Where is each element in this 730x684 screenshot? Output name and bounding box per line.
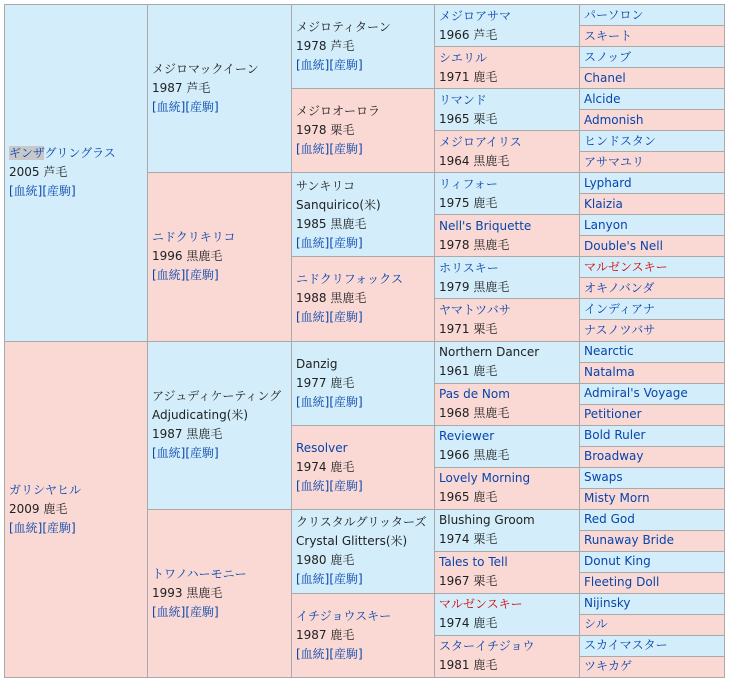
g5-cell-32 — [580, 656, 725, 677]
g5-cell-12 — [580, 236, 725, 257]
g3-name[interactable]: ニドクリフォックス — [296, 272, 404, 287]
g4-name[interactable]: Pas de Nom — [439, 387, 510, 402]
g4-year-coat: 1965 栗毛 — [439, 111, 498, 126]
g3-links[interactable]: [血統][産駒] — [296, 142, 363, 157]
g5-name[interactable]: パーソロン — [584, 7, 644, 22]
g3-cell-4 — [292, 257, 435, 341]
g5-name[interactable]: ツキカゲ — [584, 659, 633, 674]
g5-name[interactable]: Bold Ruler — [584, 428, 646, 443]
dam-main-year-coat: 2009 鹿毛 — [9, 501, 68, 516]
g3-year-coat: 1974 鹿毛 — [296, 459, 355, 474]
subject-links[interactable]: [血統][産駒] — [9, 184, 76, 199]
g3-name[interactable]: メジロオーロラ — [296, 104, 381, 119]
subject-name-highlight[interactable]: ギンザ — [9, 146, 45, 161]
g5-name[interactable]: Double's Nell — [584, 238, 663, 253]
damsire-sub-name: Adjudicating(米) — [152, 408, 249, 423]
g5-name[interactable]: スキート — [584, 28, 633, 43]
g5-name[interactable]: Broadway — [584, 449, 644, 464]
subject-cell — [5, 5, 148, 342]
sire-name[interactable]: メジロマックイーン — [152, 62, 259, 77]
damdam-links[interactable]: [血統][産駒] — [152, 604, 219, 619]
subject-name[interactable]: グリングラス — [44, 146, 116, 161]
g4-name[interactable]: Lovely Morning — [439, 471, 531, 486]
g4-year-coat: 1966 黒鹿毛 — [439, 448, 510, 463]
g3-year-coat: 1978 栗毛 — [296, 123, 355, 138]
g3-cell-8 — [292, 593, 435, 677]
g3-sub-name: Sanquirico(米) — [296, 197, 381, 212]
g3-links[interactable]: [血統][産駒] — [296, 478, 363, 493]
sire-links[interactable]: [血統][産駒] — [152, 100, 219, 115]
g5-name[interactable]: Natalma — [584, 365, 635, 380]
g4-year-coat: 1975 鹿毛 — [439, 195, 498, 210]
g5-name[interactable]: Misty Morn — [584, 491, 650, 506]
subject-year-coat: 2005 芦毛 — [9, 165, 68, 180]
g3-cell-6 — [292, 425, 435, 509]
g3-name[interactable]: クリスタルグリッターズ — [296, 515, 427, 530]
sire-year-coat: 1987 芦毛 — [152, 81, 211, 96]
g4-name[interactable]: マルゼンスキー — [439, 597, 523, 612]
g3-year-coat: 1987 鹿毛 — [296, 627, 355, 642]
dam-main-links[interactable]: [血統][産駒] — [9, 520, 76, 535]
g4-year-coat: 1981 鹿毛 — [439, 658, 498, 673]
g5-name[interactable]: ナスノツバサ — [584, 322, 656, 337]
g4-cell-9 — [435, 341, 580, 383]
g4-name[interactable]: スターイチジョウ — [439, 639, 535, 654]
g3-cell-2 — [292, 89, 435, 173]
g3-links[interactable]: [血統][産駒] — [296, 58, 363, 73]
g5-cell-4 — [580, 68, 725, 89]
g3-year-coat: 1977 鹿毛 — [296, 375, 355, 390]
damsire-year-coat: 1987 黒鹿毛 — [152, 427, 223, 442]
g5-name[interactable]: Petitioner — [584, 407, 642, 422]
g5-name[interactable]: Admiral's Voyage — [584, 386, 688, 401]
g5-cell-29 — [580, 593, 725, 614]
g4-cell-14 — [435, 551, 580, 593]
g5-cell-10 — [580, 194, 725, 215]
g4-name[interactable]: Tales to Tell — [439, 555, 508, 570]
g3-cell-3 — [292, 173, 435, 257]
sire-cell — [148, 5, 292, 173]
g4-year-coat: 1964 黒鹿毛 — [439, 153, 510, 168]
g5-cell-26 — [580, 530, 725, 551]
g5-cell-1 — [580, 5, 725, 26]
g5-name[interactable]: Nijinsky — [584, 596, 631, 611]
g4-name[interactable]: シエリル — [439, 50, 488, 65]
g4-name[interactable]: メジロアイリス — [439, 134, 522, 149]
g4-cell-6 — [435, 215, 580, 257]
g4-year-coat: 1967 栗毛 — [439, 574, 498, 589]
g4-cell-13 — [435, 509, 580, 551]
g5-cell-18 — [580, 362, 725, 383]
dam-main-cell — [5, 341, 148, 678]
g5-cell-3 — [580, 47, 725, 68]
g5-cell-9 — [580, 173, 725, 194]
g3-cell-5 — [292, 341, 435, 425]
g4-cell-16 — [435, 635, 580, 677]
g5-cell-16 — [580, 320, 725, 341]
g4-year-coat: 1961 鹿毛 — [439, 364, 498, 379]
pedigree-table — [4, 4, 725, 678]
g5-cell-2 — [580, 26, 725, 47]
g5-cell-21 — [580, 425, 725, 446]
g5-cell-30 — [580, 614, 725, 635]
g3-links[interactable]: [血統][産駒] — [296, 572, 363, 587]
g4-cell-15 — [435, 593, 580, 635]
g5-cell-17 — [580, 341, 725, 362]
g5-cell-28 — [580, 572, 725, 593]
g4-name[interactable]: リィフォー — [439, 176, 498, 191]
g3-cell-7 — [292, 509, 435, 593]
g4-name[interactable]: ヤマトツバサ — [439, 302, 511, 317]
g4-cell-3 — [435, 89, 580, 131]
g5-cell-5 — [580, 89, 725, 110]
g4-year-coat: 1978 黒鹿毛 — [439, 237, 510, 252]
g4-cell-12 — [435, 467, 580, 509]
g3-name[interactable]: メジロティターン — [296, 20, 391, 35]
g5-cell-7 — [580, 131, 725, 152]
g4-name[interactable]: ホリスキー — [439, 260, 499, 275]
g5-name[interactable]: Red God — [584, 512, 635, 527]
dam-name[interactable]: ニドクリキリコ — [152, 230, 236, 245]
g5-cell-24 — [580, 488, 725, 509]
g5-cell-20 — [580, 404, 725, 425]
g4-cell-5 — [435, 173, 580, 215]
g3-sub-name: Crystal Glitters(米) — [296, 534, 408, 549]
g5-name[interactable]: シル — [584, 617, 608, 632]
g5-name[interactable]: Chanel — [584, 70, 626, 85]
g4-year-coat: 1966 芦毛 — [439, 27, 498, 42]
g5-name[interactable]: Nearctic — [584, 344, 634, 359]
damsire-cell — [148, 341, 292, 509]
dam-year-coat: 1996 黒鹿毛 — [152, 249, 223, 264]
dam-cell — [148, 173, 292, 341]
g3-name[interactable]: サンキリコ — [296, 178, 356, 193]
g5-name[interactable]: Klaizia — [584, 196, 623, 211]
dam-links[interactable]: [血統][産駒] — [152, 268, 219, 283]
damdam-name[interactable]: トワノハーモニー — [152, 566, 247, 581]
g4-name[interactable]: Nell's Briquette — [439, 218, 532, 233]
g5-cell-15 — [580, 299, 725, 320]
g3-name[interactable]: イチジョウスキー — [296, 608, 392, 623]
g3-year-coat: 1978 芦毛 — [296, 39, 355, 54]
damsire-name[interactable]: アジュディケーティング — [152, 389, 282, 404]
g5-cell-23 — [580, 467, 725, 488]
g5-cell-11 — [580, 215, 725, 236]
g5-name[interactable]: Runaway Bride — [584, 533, 674, 548]
g3-name[interactable]: Resolver — [296, 440, 348, 455]
g5-name[interactable]: Swaps — [584, 470, 623, 485]
g3-links[interactable]: [血統][産駒] — [296, 235, 363, 250]
g5-cell-14 — [580, 278, 725, 299]
g5-name[interactable]: Donut King — [584, 554, 651, 569]
g3-year-coat: 1980 鹿毛 — [296, 553, 355, 568]
g3-name[interactable]: Danzig — [296, 356, 338, 371]
g5-name[interactable]: インディアナ — [584, 301, 656, 316]
g4-cell-7 — [435, 257, 580, 299]
g5-name[interactable]: Lyphard — [584, 175, 632, 190]
g4-cell-8 — [435, 299, 580, 341]
g5-name[interactable]: オキノバンダ — [584, 280, 655, 295]
g4-cell-11 — [435, 425, 580, 467]
g3-links[interactable]: [血統][産駒] — [296, 646, 363, 661]
g5-name[interactable]: マルゼンスキー — [584, 259, 668, 274]
dam-main-name[interactable]: ガリシヤヒル — [9, 482, 82, 497]
g4-year-coat: 1965 鹿毛 — [439, 490, 498, 505]
g5-name[interactable]: Lanyon — [584, 217, 628, 232]
g5-cell-8 — [580, 152, 725, 173]
g5-cell-31 — [580, 635, 725, 656]
g3-links[interactable]: [血統][産駒] — [296, 310, 363, 325]
g4-year-coat: 1979 黒鹿毛 — [439, 279, 510, 294]
g5-name[interactable]: Alcide — [584, 91, 621, 106]
g4-cell-1 — [435, 5, 580, 47]
g4-name[interactable]: リマンド — [439, 92, 487, 107]
g3-year-coat: 1985 黒鹿毛 — [296, 216, 367, 231]
g5-cell-6 — [580, 110, 725, 131]
g4-name[interactable]: メジロアサマ — [439, 8, 512, 23]
g5-cell-13 — [580, 257, 725, 278]
g5-name[interactable]: ヒンドスタン — [584, 133, 656, 148]
g5-cell-19 — [580, 383, 725, 404]
g5-cell-22 — [580, 446, 725, 467]
g5-cell-25 — [580, 509, 725, 530]
g4-cell-4 — [435, 131, 580, 173]
g4-year-coat: 1971 鹿毛 — [439, 69, 498, 84]
g5-name[interactable]: Fleeting Doll — [584, 575, 660, 590]
g5-name[interactable]: スノッブ — [584, 49, 632, 64]
g4-year-coat: 1974 鹿毛 — [439, 616, 498, 631]
g5-cell-27 — [580, 551, 725, 572]
g3-cell-1 — [292, 5, 435, 89]
damdam-cell — [148, 509, 292, 677]
g3-year-coat: 1988 黒鹿毛 — [296, 291, 367, 306]
g5-name[interactable]: スカイマスター — [584, 638, 668, 653]
g4-name[interactable]: Blushing Groom — [439, 513, 535, 528]
g5-name[interactable]: Admonish — [584, 112, 644, 127]
g4-year-coat: 1974 栗毛 — [439, 532, 498, 547]
g4-year-coat: 1968 黒鹿毛 — [439, 406, 510, 421]
damsire-links[interactable]: [血統][産駒] — [152, 446, 219, 461]
g5-name[interactable]: アサマユリ — [584, 154, 645, 169]
damdam-year-coat: 1993 黒鹿毛 — [152, 585, 223, 600]
g4-name[interactable]: Northern Dancer — [439, 345, 540, 360]
g4-cell-10 — [435, 383, 580, 425]
g4-cell-2 — [435, 47, 580, 89]
g4-year-coat: 1971 栗毛 — [439, 321, 498, 336]
g4-name[interactable]: Reviewer — [439, 429, 495, 444]
g3-links[interactable]: [血統][産駒] — [296, 394, 363, 409]
